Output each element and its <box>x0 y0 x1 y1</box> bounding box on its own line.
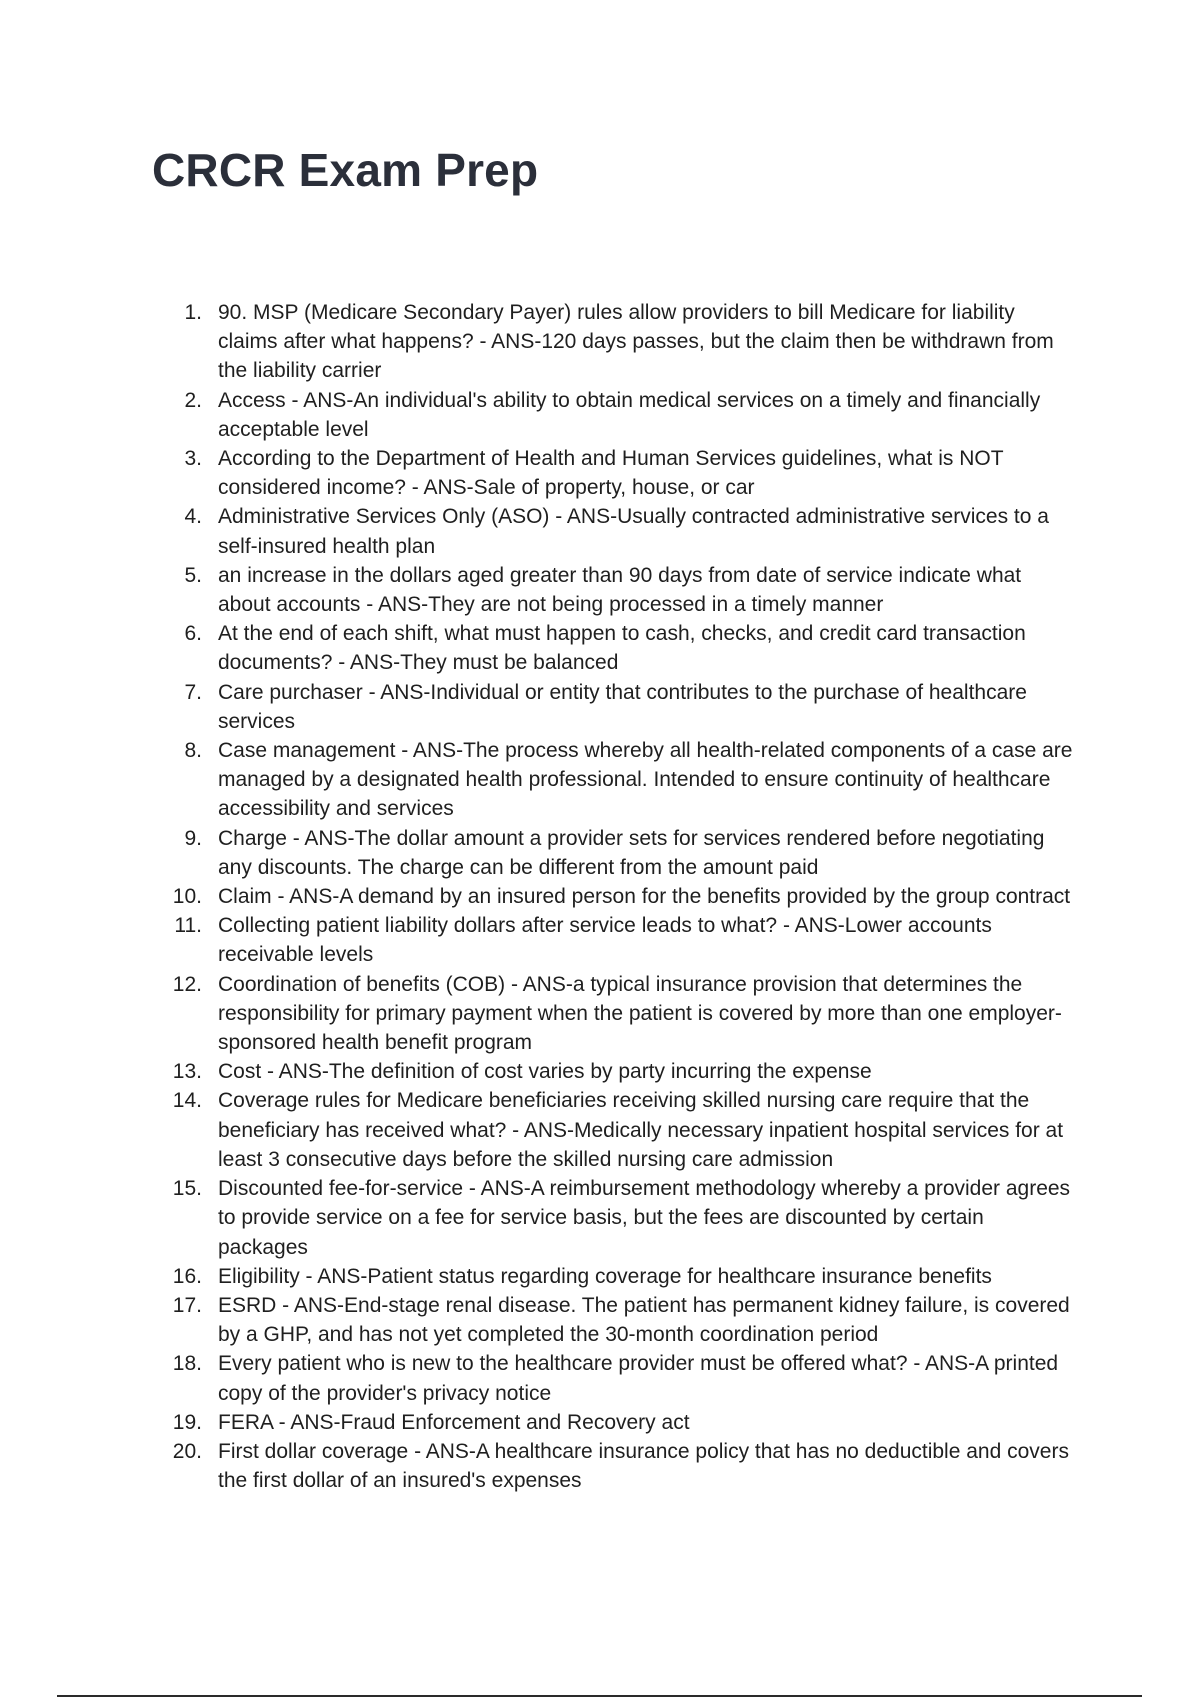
item-number: 16. <box>172 1264 202 1288</box>
item-text: Charge - ANS-The dollar amount a provider sets for services rendered before negotiating any discounts. The charge can be different from the amount paid <box>218 826 1045 879</box>
item-text: Care purchaser - ANS-Individual or entity that contributes to the purchase of healthcare services <box>218 680 1027 733</box>
qa-list <box>0 298 1200 1495</box>
item-number: 11. <box>174 914 202 938</box>
item-text: FERA - ANS-Fraud Enforcement and Recovery act <box>218 1410 690 1434</box>
item-number: 14. <box>172 1089 202 1113</box>
item-number: 12. <box>172 972 202 996</box>
list-item <box>0 736 1200 824</box>
list-item <box>0 502 1200 560</box>
list-item <box>0 882 1200 911</box>
footer-divider <box>57 1695 1142 1697</box>
item-text: Access - ANS-An individual's ability to obtain medical services on a timely and financially acceptable level <box>218 388 1041 441</box>
item-text: At the end of each shift, what must happen to cash, checks, and credit card transaction documents? - ANS-They must be balanced <box>218 622 1026 675</box>
list-item <box>0 1262 1200 1291</box>
item-number: 6. <box>184 622 202 646</box>
list-item <box>0 1291 1200 1349</box>
item-text: Cost - ANS-The definition of cost varies by party incurring the expense <box>218 1060 872 1084</box>
list-item <box>0 1349 1200 1407</box>
item-number: 9. <box>184 826 202 850</box>
list-item <box>0 1408 1200 1437</box>
item-number: 10. <box>172 885 202 909</box>
item-number: 5. <box>184 563 202 587</box>
item-text: 90. MSP (Medicare Secondary Payer) rules allow providers to bill Medicare for liability claims after what happens? - ANS-120 days passes, but the claim then be withdrawn from the liability carrier <box>218 301 1054 383</box>
list-item <box>0 298 1200 386</box>
item-number: 7. <box>184 680 202 704</box>
item-text: First dollar coverage - ANS-A healthcare insurance policy that has no deductible and covers the first dollar of an insured's expenses <box>218 1439 1069 1493</box>
list-item <box>0 561 1200 619</box>
item-text: Coverage rules for Medicare beneficiaries receiving skilled nursing care require that the beneficiary has received what? - ANS-Medically necessary inpatient hospital services for at least 3 consecutive days before the skilled nursing care admission <box>218 1089 1064 1171</box>
item-number: 19. <box>172 1410 202 1434</box>
list-item <box>0 1086 1200 1174</box>
list-item <box>0 1437 1200 1495</box>
item-text: Claim - ANS-A demand by an insured person for the benefits provided by the group contract <box>218 885 1071 909</box>
list-item <box>0 619 1200 677</box>
list-item <box>0 911 1200 969</box>
list-item <box>0 1057 1200 1086</box>
item-text: Collecting patient liability dollars after service leads to what? - ANS-Lower accounts receivable levels <box>218 914 992 967</box>
item-text: Eligibility - ANS-Patient status regarding coverage for healthcare insurance benefits <box>218 1264 992 1288</box>
list-item <box>0 444 1200 502</box>
item-number: 18. <box>172 1352 202 1376</box>
item-text: Coordination of benefits (COB) - ANS-a typical insurance provision that determines the responsibility for primary payment when the patient is covered by more than one employer-sponsored health benefit program <box>218 972 1062 1055</box>
item-number: 8. <box>184 739 202 763</box>
list-item <box>0 824 1200 882</box>
item-text: Every patient who is new to the healthcare provider must be offered what? - ANS-A printed copy of the provider's privacy notice <box>218 1352 1059 1405</box>
list-item <box>0 970 1200 1058</box>
list-item <box>0 386 1200 444</box>
list-item <box>0 678 1200 736</box>
item-text: ESRD - ANS-End-stage renal disease. The patient has permanent kidney failure, is covered by a GHP, and has not yet completed the 30-month coordination period <box>218 1293 1070 1347</box>
item-text: According to the Department of Health and Human Services guidelines, what is NOT considered income? - ANS-Sale of property, house, or car <box>218 447 1004 500</box>
list-item <box>0 1174 1200 1262</box>
item-text: an increase in the dollars aged greater than 90 days from date of service indicate what about accounts - ANS-They are not being processed in a timely manner <box>218 563 1022 617</box>
item-number: 2. <box>184 388 202 412</box>
item-text: Administrative Services Only (ASO) - ANS-Usually contracted administrative services to a self-insured health plan <box>218 505 1049 558</box>
item-number: 20. <box>172 1439 202 1463</box>
item-number: 15. <box>172 1177 202 1201</box>
item-number: 3. <box>184 447 202 471</box>
item-number: 17. <box>172 1293 202 1317</box>
item-text: Case management - ANS-The process whereby all health-related components of a case are managed by a designated health professional. Intended to ensure continuity of healthcare accessibility and services <box>218 739 1073 821</box>
item-number: 4. <box>184 505 202 529</box>
page-title: CRCR Exam Prep <box>152 144 539 196</box>
item-text: Discounted fee-for-service - ANS-A reimbursement methodology whereby a provider agrees to provide service on a fee for service basis, but the fees are discounted by certain packages <box>218 1177 1071 1259</box>
item-number: 13. <box>172 1060 202 1084</box>
item-number: 1. <box>184 301 202 324</box>
